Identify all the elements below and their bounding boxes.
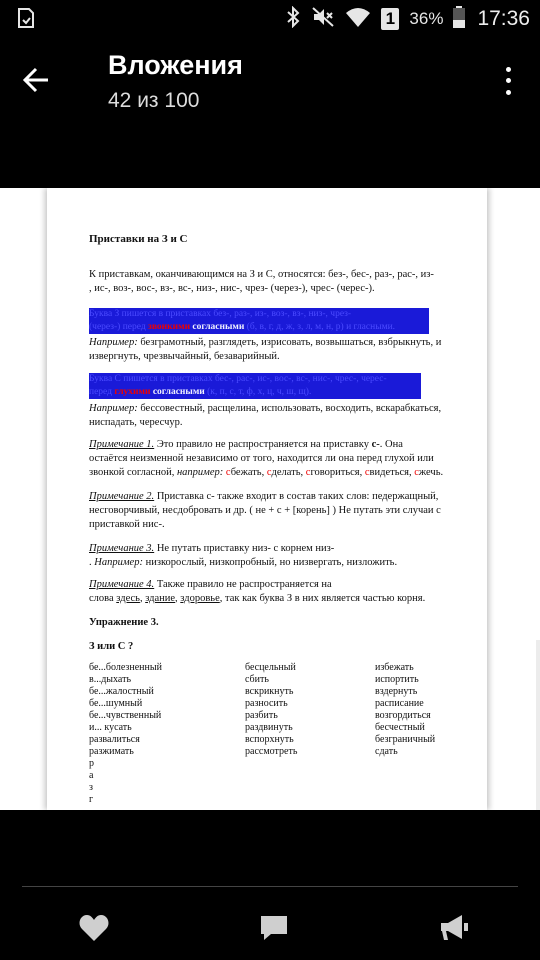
rule-s-letters: (к, п, с, т, ф, х, ц, ч, ш, щ). xyxy=(207,387,312,397)
exercise-word: в...дыхать xyxy=(89,674,132,685)
battery-percent: 36% xyxy=(409,9,444,28)
exercise-column-1 xyxy=(89,662,162,758)
share-button[interactable] xyxy=(434,908,474,948)
exercise-title: Упражнение 3. xyxy=(89,617,159,628)
exercise-column-3 xyxy=(375,662,435,758)
example-1-text: безграмотный, разглядеть, изрисовать, возвышаться, взбрыкнуть, и xyxy=(137,337,442,348)
note-1-line-1 xyxy=(89,438,449,452)
note-label: Примечание 3. xyxy=(89,543,155,554)
intro-line-1: К приставкам, оканчивающимся на З и С, относятся: без-, бес-, раз-, рас-, из- xyxy=(89,269,434,280)
rule-z-text: (через-) перед xyxy=(89,322,146,332)
word: здание xyxy=(145,593,176,604)
example-2-text: бессовестный, расщелина, использовать, восходить, вскарабкаться, xyxy=(137,403,442,414)
letter: з xyxy=(89,782,93,793)
example-1-line-2: извергнуть, чрезвычайный, безаварийный. xyxy=(89,351,280,362)
scroll-edge xyxy=(536,640,540,810)
word: здоровье xyxy=(180,593,220,604)
battery-icon xyxy=(453,6,465,33)
exercise-word: разносить xyxy=(245,698,288,709)
prefix-letter: с xyxy=(225,467,231,478)
clock: 17:36 xyxy=(477,7,530,30)
word: говориться, xyxy=(310,467,365,478)
rule-z-consonants: согласными xyxy=(192,322,245,332)
status-bar xyxy=(0,0,540,38)
exercise-question: З или С ? xyxy=(89,641,134,652)
doc-heading: Приставки на З и С xyxy=(89,233,188,245)
exercise-word: сбить xyxy=(245,674,269,685)
intro-line-2: , ис-, воз-, вос-, вз-, вс-, низ-, нис-, чрез- (через-), чрес- (черес-). xyxy=(89,283,375,294)
word: видеться, xyxy=(369,467,415,478)
rule-s-text: перед xyxy=(89,387,112,397)
sim-1-icon: 1 xyxy=(381,8,399,30)
note-3-line-2 xyxy=(89,556,449,570)
note-1-text: Это правило не распространяется на приставку xyxy=(154,439,372,450)
note-3-text: Не путать приставку низ- с корнем низ- xyxy=(154,543,335,554)
divider xyxy=(22,886,518,887)
note-2-text: Приставка с- также входит в состав таких слов: педержащный, xyxy=(154,491,439,502)
page-title: Вложения xyxy=(108,50,243,80)
intro-paragraph xyxy=(89,268,449,296)
vertical-letters xyxy=(89,758,94,806)
exercise-word: разжимать xyxy=(89,746,134,757)
like-button[interactable] xyxy=(74,908,114,948)
back-button[interactable] xyxy=(18,62,54,98)
exercise-word: бесцельный xyxy=(245,662,296,673)
example-1 xyxy=(89,336,449,364)
note-4 xyxy=(89,578,449,606)
page-counter: 42 из 100 xyxy=(108,89,200,112)
dot-icon xyxy=(506,78,511,83)
megaphone-icon xyxy=(438,913,470,943)
exercise-word: испортить xyxy=(375,674,419,685)
example-label: Например: xyxy=(94,557,143,568)
exercise-word: бе...чувственный xyxy=(89,710,162,721)
example-label: Например: xyxy=(89,337,138,348)
word: бежать, xyxy=(230,467,267,478)
note-4-text: Также правило не распространяется на xyxy=(154,579,332,590)
comment-icon xyxy=(259,913,289,943)
note-1-text-end: . Она xyxy=(379,439,403,450)
rule-s-consonants: согласными xyxy=(152,387,205,397)
rule-s-line-1: Буква С пишется в приставках бес-, рас-, ис-, вос-, вс-, нис-, чрес-, черес- xyxy=(89,374,387,384)
rule-z-line-1: Буква З пишется в приставках без-, раз-, из-, воз-, вз-, низ-, чрез- xyxy=(89,309,352,319)
note-4-text-2: слова xyxy=(89,593,117,604)
example-2 xyxy=(89,402,449,430)
note-1-line-3 xyxy=(89,466,449,480)
highlight-rule-s xyxy=(89,373,421,399)
arrow-back-icon xyxy=(22,66,50,94)
exercise-word: возгордиться xyxy=(375,710,431,721)
bottom-bar xyxy=(0,810,540,960)
exercise-word: вспорхнуть xyxy=(245,734,294,745)
exercise-word: рассмотреть xyxy=(245,746,298,757)
bluetooth-icon xyxy=(285,6,301,33)
note-1 xyxy=(89,438,449,480)
note-4-line-1 xyxy=(89,578,449,592)
comment-button[interactable] xyxy=(254,908,294,948)
exercise-word: расписание xyxy=(375,698,424,709)
document-page xyxy=(47,188,487,810)
note-3-line-1 xyxy=(89,542,449,556)
note-2-line-3: приставкой нис-. xyxy=(89,519,165,530)
exercise-word: бе...болезненный xyxy=(89,662,162,673)
exercise-word: вздернуть xyxy=(375,686,418,697)
exercise-word: разбить xyxy=(245,710,278,721)
rule-s-voiceless: глухими xyxy=(114,387,151,397)
exercise-word: сдать xyxy=(375,746,398,757)
example-2-line-2: ниспадать, чересчур. xyxy=(89,417,183,428)
example-2-line-1 xyxy=(89,402,449,416)
exercise-word: раздвинуть xyxy=(245,722,293,733)
heart-icon xyxy=(78,913,110,943)
note-3-examples: низкорослый, низкопробный, но низвергать, низложить. xyxy=(142,557,398,568)
note-label: Примечание 2. xyxy=(89,491,155,502)
word: делать, xyxy=(271,467,306,478)
rule-z-line-2 xyxy=(89,321,429,334)
note-3-dot: . xyxy=(89,557,95,568)
dot-icon xyxy=(506,90,511,95)
exercise-word: развалиться xyxy=(89,734,140,745)
exercise-word: безграничный xyxy=(375,734,436,745)
wifi-icon xyxy=(345,6,371,33)
exercise-word: вскрикнуть xyxy=(245,686,294,697)
note-1-line-2: остаётся неизменной независимо от того, находится ли она перед глухой или xyxy=(89,453,434,464)
example-label: например: xyxy=(176,467,224,478)
separator: , xyxy=(139,593,146,604)
note-4-line-2 xyxy=(89,592,449,606)
note-label: Примечание 4. xyxy=(89,579,155,590)
note-2-line-2: несговорчивый, несдобровать и др. ( не + с + [корень] ) Не путать эти случаи с xyxy=(89,505,441,516)
example-1-line-1 xyxy=(89,336,449,350)
exercise-word: избежать xyxy=(375,662,414,673)
exercise-word: бе...шумный xyxy=(89,698,143,709)
exercise-column-2 xyxy=(245,662,297,758)
prefix-letter: с xyxy=(364,467,370,478)
example-label: Например: xyxy=(89,403,138,414)
rule-z-letters: (б, в, г, д, ж, з, л, м, н, р) и гласными. xyxy=(246,322,396,332)
highlight-rule-z xyxy=(89,308,429,334)
prefix-letter: с xyxy=(266,467,272,478)
note-3 xyxy=(89,542,449,570)
document-viewer[interactable] xyxy=(0,188,540,810)
rule-s-line-2 xyxy=(89,386,421,399)
letter: а xyxy=(89,770,94,781)
note-4-text-end: , так как буква З в них является частью корня. xyxy=(219,593,426,604)
exercise-word: бесчестный xyxy=(375,722,425,733)
exercise-word: бе...жалостный xyxy=(89,686,154,697)
letter: г xyxy=(89,794,94,805)
prefix-letter: с xyxy=(305,467,311,478)
note-label: Примечание 1. xyxy=(89,439,155,450)
letter: р xyxy=(89,758,94,769)
exercise-word: и... кусать xyxy=(89,722,132,733)
overflow-menu-button[interactable] xyxy=(498,64,518,98)
note-1-prefix: с- xyxy=(371,439,380,450)
prefix-letter: с xyxy=(414,467,419,478)
note-1-text-3: звонкой согласной, xyxy=(89,467,177,478)
app-bar xyxy=(0,38,540,188)
word: жечь. xyxy=(418,467,444,478)
rule-z-voiced: звонкими xyxy=(148,322,191,332)
sim-card-icon xyxy=(14,6,38,30)
dot-icon xyxy=(506,67,511,72)
word: здесь xyxy=(116,593,140,604)
note-2 xyxy=(89,490,449,532)
mute-icon xyxy=(311,6,335,33)
separator: , xyxy=(175,593,181,604)
note-2-line-1 xyxy=(89,490,449,504)
